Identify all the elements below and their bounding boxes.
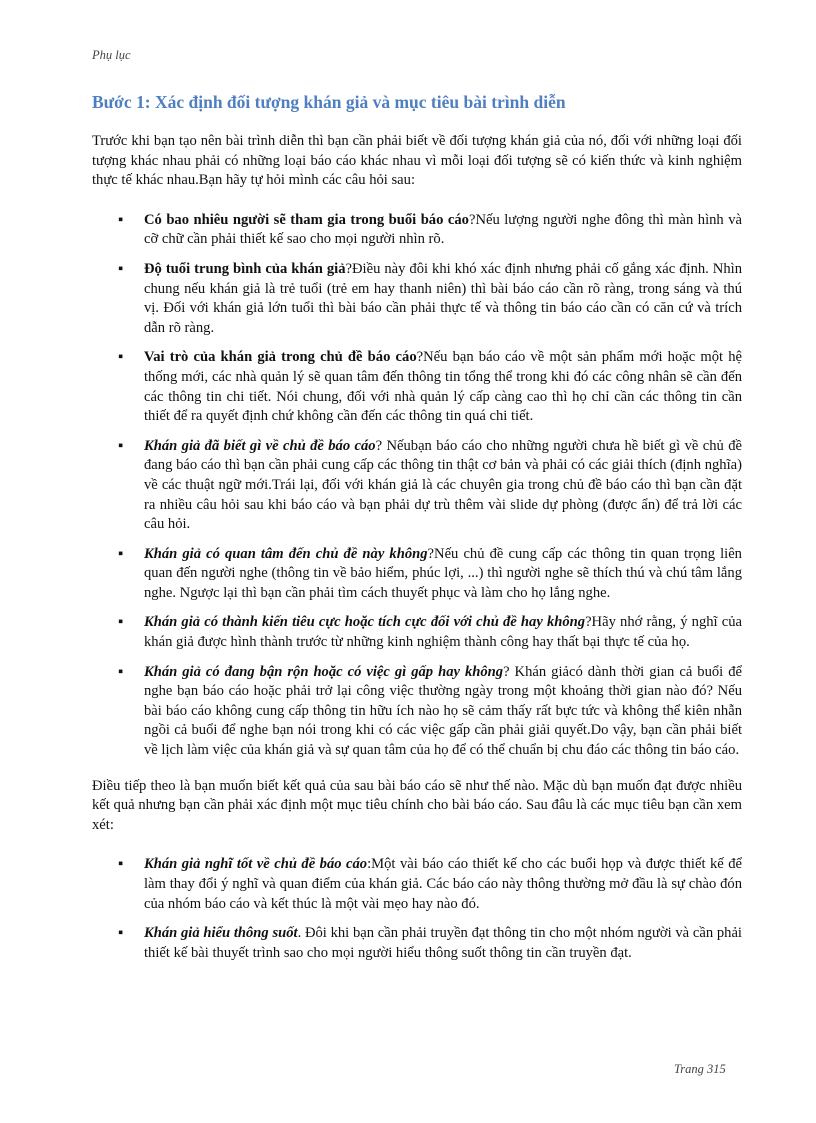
question-text: ?Nếu lượng người nghe đông thì màn hình và cỡ chữ cần phải thiết kế sao cho mọi người nhìn rõ.	[144, 211, 742, 248]
question-bold: Khán giả đã biết gì về chủ đề báo cáo	[144, 437, 376, 454]
question-bold: Khán giả có đang bận rộn hoặc có việc gì gấp hay không	[144, 663, 504, 680]
question-bold: Vai trò của khán giả trong chủ đề báo cáo	[144, 349, 417, 366]
section-heading: Bước 1: Xác định đối tượng khán giả và mục tiêu bài trình diễn	[92, 92, 566, 112]
question-text: ? Khán giảcó dành thời gian cả buổi để nghe bạn báo cáo hoặc phải trở lại công việc thường ngày trong một khoảng thời gian nào đó? Nếu bài báo cáo không cung cấp thông tin hữu ích nào họ sẽ cảm thấy rất bực tức và không thể kiên nhẫn ngồi cả buổi để nghe bạn nói trong khi có các việc gấp cần phải giải quyết.Do vậy, bạn cần phải biết về lịch làm việc của khán giả và sự quan tâm của họ để có thể chuẩn bị chu đáo các thông tin báo cáo.	[144, 663, 743, 759]
goal-bold: Khán giả nghĩ tốt về chủ đề báo cáo	[144, 856, 368, 873]
page-body	[92, 132, 742, 973]
question-bold: Có bao nhiêu người sẽ tham gia trong buổi báo cáo	[144, 211, 469, 228]
question-text: ?Hãy nhớ rằng, ý nghĩ của khán giả được hình thành trước từ những kinh nghiệm thành công hay thất bại thực tế của họ.	[144, 614, 742, 651]
running-header: Phụ lục	[92, 48, 131, 62]
list-item: ▪ Khán giả hiểu thông suốt. Đôi khi bạn cần phải truyền đạt thông tin cho một nhóm người và cần phải thiết kế bài thuyết trình sao cho mọi người hiểu thông suốt thông tin cần truyền đạt.	[118, 925, 742, 961]
intro-paragraph: Trước khi bạn tạo nên bài trình diễn thì bạn cần phải biết về đối tượng khán giả của nó, đối với những loại đối tượng khác nhau phải có những loại báo cáo khác nhau vì mỗi loại đối tượng sẽ có kiến thức và kinh nghiệm thực tế khác nhau.Bạn hãy tự hỏi mình các câu hỏi sau:	[92, 133, 742, 189]
goal-text: :Một vài báo cáo thiết kế cho các buổi họp và được thiết kế để làm thay đổi ý nghĩ và quan điểm của khán giả. Các báo cáo này thông thường mở đầu là sự chào đón của nhóm báo cáo và kết thúc là một vài mẹo hay nào đó.	[144, 856, 742, 912]
question-bold: Khán giả có quan tâm đến chủ đề này không	[144, 545, 428, 562]
list-item: ▪ Khán giả có quan tâm đến chủ đề này không?Nếu chủ đề cung cấp các thông tin quan trọng liên quan đến người nghe (thông tin về bảo hiểm, phúc lợi, ...) thì người nghe sẽ thích thú và chú tâm lắng nghe. Ngược lại thì bạn cần phải tìm cách thuyết phục và làm cho họ lắng nghe.	[118, 545, 742, 601]
question-text: ? Nếubạn báo cáo cho những người chưa hề biết gì về chủ đề đang báo cáo thì bạn cần phải cung cấp các thông tin thật cơ bản và phải có các giải thích (định nghĩa) về các thuật ngữ mới.Trái lại, đối với khán giả là các chuyên gia trong chủ đề báo cáo thì bạn cần đặt ra nhiều câu hỏi sau khi báo cáo và bạn phải dự trù thêm vài slide dự phòng (được ẩn) để trả lời các câu hỏi.	[144, 437, 742, 533]
list-item: ▪ Có bao nhiêu người sẽ tham gia trong buổi báo cáo?Nếu lượng người nghe đông thì màn hình và cỡ chữ cần phải thiết kế sao cho mọi người nhìn rõ.	[118, 211, 742, 248]
goals-list	[92, 855, 742, 963]
list-item: ▪ Khán giả nghĩ tốt về chủ đề báo cáo:Một vài báo cáo thiết kế cho các buổi họp và được thiết kế để làm thay đổi ý nghĩ và quan điểm của khán giả. Các báo cáo này thông thường mở đầu là sự chào đón của nhóm báo cáo và kết thúc là một vài mẹo hay nào đó.	[118, 856, 742, 912]
goals-intro-paragraph: Điều tiếp theo là bạn muốn biết kết quả của sau bài báo cáo sẽ như thế nào. Mặc dù bạn muốn đạt được nhiều kết quả nhưng bạn cần phải xác định một mục tiêu chính cho bài báo cáo. Sau đâu là các mục tiêu bạn cần xem xét:	[92, 777, 742, 833]
list-item: ▪ Khán giả có đang bận rộn hoặc có việc gì gấp hay không? Khán giảcó dành thời gian cả buổi để nghe bạn báo cáo hoặc phải trở lại công việc thường ngày trong một khoảng thời gian nào đó? Nếu bài báo cáo không cung cấp thông tin hữu ích nào họ sẽ cảm thấy rất bực tức và không thể kiên nhẫn ngồi cả buổi để nghe bạn nói trong khi có các việc gấp cần phải giải quyết.Do vậy, bạn cần phải biết về lịch làm việc của khán giả và sự quan tâm của họ để có thể chuẩn bị chu đáo các thông tin báo cáo.	[118, 663, 743, 759]
question-text: ?Nếu chủ đề cung cấp các thông tin quan trọng liên quan đến người nghe (thông tin về bảo hiểm, phúc lợi, ...) thì người nghe sẽ thích thú và chú tâm lắng nghe. Ngược lại thì bạn cần phải tìm cách thuyết phục và làm cho họ lắng nghe.	[144, 545, 742, 601]
question-bold: Độ tuổi trung bình của khán giả	[144, 260, 346, 277]
list-item: ▪ Độ tuổi trung bình của khán giả?Điều này đôi khi khó xác định nhưng phải cố gắng xác định. Nhìn chung nếu khán giả là trẻ tuổi (trẻ em hay thanh niên) thì bài báo cáo cần rõ ràng, trong sáng và thú vị. Đối với khán giả lớn tuổi thì bài báo cần phải thực tế và thông tin báo cáo cần có căn cứ và trích dẫn rõ ràng.	[118, 260, 742, 336]
list-item: ▪ Khán giả có thành kiến tiêu cực hoặc tích cực đối với chủ đề hay không?Hãy nhớ rằng, ý nghĩ của khán giả được hình thành trước từ những kinh nghiệm thành công hay thất bại thực tế của họ.	[118, 614, 742, 651]
audience-questions-list	[92, 211, 742, 761]
page-number: Trang 315	[674, 1062, 726, 1076]
list-item: ▪ Khán giả đã biết gì về chủ đề báo cáo? Nếubạn báo cáo cho những người chưa hề biết gì về chủ đề đang báo cáo thì bạn cần phải cung cấp các thông tin thật cơ bản và phải có các giải thích (định nghĩa) về các thuật ngữ mới.Trái lại, đối với khán giả là các chuyên gia trong chủ đề báo cáo thì bạn cần đặt ra nhiều câu hỏi sau khi báo cáo và bạn phải dự trù thêm vài slide dự phòng (được ẩn) để trả lời các câu hỏi.	[118, 437, 742, 533]
goal-bold: Khán giả hiểu thông suốt	[144, 925, 298, 942]
goal-text: . Đôi khi bạn cần phải truyền đạt thông tin cho một nhóm người và cần phải thiết kế bài thuyết trình sao cho mọi người hiểu thông suốt thông tin cần truyền đạt.	[144, 925, 742, 961]
question-text: ?Nếu bạn báo cáo về một sản phẩm mới hoặc một hệ thống mới, các nhà quản lý sẽ quan tâm đến thông tin tổng thể trong khi đó các công nhân sẽ cần đến các thông tin chi tiết. Nói chung, đối với nhà quản lý cấp càng cao thì họ chỉ cần các thông tin cần thiết để ra quyết định chứ không cần đến các thông tin quá chi tiết.	[144, 349, 742, 425]
question-text: ?Điều này đôi khi khó xác định nhưng phải cố gắng xác định. Nhìn chung nếu khán giả là trẻ tuổi (trẻ em hay thanh niên) thì bài báo cáo cần rõ ràng, trong sáng và thú vị. Đối với khán giả lớn tuổi thì bài báo cần phải thực tế và thông tin báo cáo cần có căn cứ và trích dẫn rõ ràng.	[144, 260, 742, 336]
list-item: ▪ Vai trò của khán giả trong chủ đề báo cáo?Nếu bạn báo cáo về một sản phẩm mới hoặc một hệ thống mới, các nhà quản lý sẽ quan tâm đến thông tin tổng thể trong khi đó các công nhân sẽ cần đến các thông tin chi tiết. Nói chung, đối với nhà quản lý cấp càng cao thì họ chỉ cần các thông tin cần thiết để ra quyết định chứ không cần đến các thông tin quá chi tiết.	[118, 349, 742, 425]
question-bold: Khán giả có thành kiến tiêu cực hoặc tích cực đối với chủ đề hay không	[144, 614, 586, 631]
